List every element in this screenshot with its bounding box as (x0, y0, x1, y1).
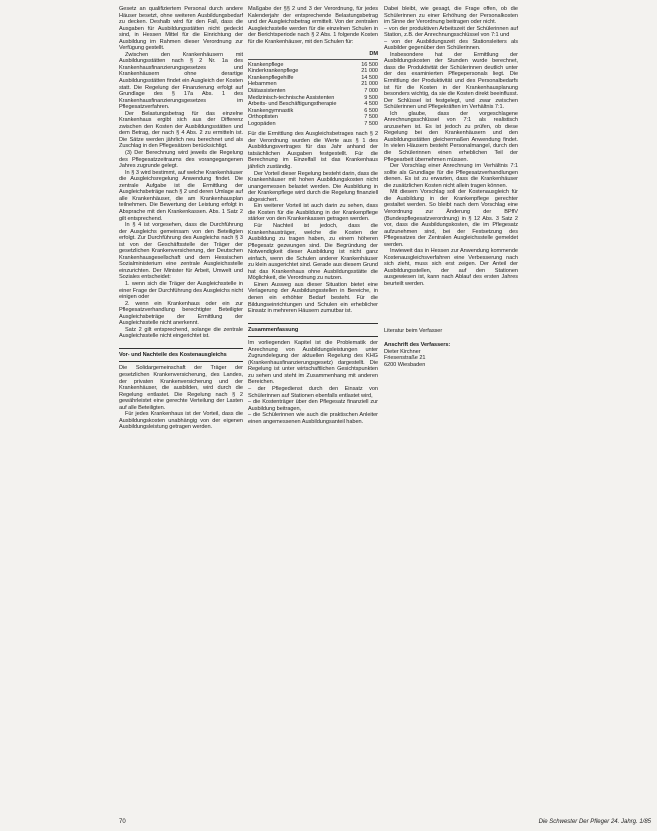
paragraph: Mit diesem Vorschlag soll der Kostenausgleich für die Ausbildung in der Krankenpflege gerechter gestaltet werden. So bleibt nach dem Vorschlag eine Verordnung zur Änderung der BPflV (Bundespflegesatzverordnung) in § 12 Abs. 3 Satz 2 vor, dass die Ausbildungskosten, die im Pflegesatz aufzunehmen sind, bei der Festsetzung des Pflegesatzes der Zentralen Ausgleichsstelle gemeldet werden. (384, 189, 518, 248)
list-item: – die Kostenträger über den Pflegesatz finanziell zur Ausbildung beitragen, (248, 399, 378, 412)
paragraph: Insbesondere hat der Ermittlung der Ausbildungskosten der Stunden wurde berechnet, dass die Produktivität der Schülerinnen deutlich unter der des examinierten Pflegepersonals liegt. Die Ermittlung der Produktivität und des Personalbedarfs ist für die Kosten in der Krankenhausplanung besonders wichtig, da sie die Kosten direkt beeinflusst. Der Schlüssel ist festgelegt, und zwar zwischen Schülerinnen und Pflegekräften im Verhältnis 7:1. (384, 51, 518, 111)
paragraph: Ich glaube, dass der vorgeschlagene Anrechnungsschlüssel von 7:1 als realistisch anzusehen ist. Es ist jedoch zu prüfen, ob diese Regelung bei den Krankenhäusern und den Ausbildungsstätten gleichermaßen Anwendung findet. In vielen Häusern besteht Personalmangel, durch den die Schülerinnen einen erheblichen Teil der Pflegearbeit übernehmen müssen. (384, 110, 518, 163)
paragraph: Maßgabe der §§ 2 und 3 der Verordnung, für jedes Kalenderjahr der entsprechende Belastungsbetrag und der Ausgleichsbetrag ermittelt. Von der zentralen Ausgleichsstelle werden für die einzelnen Schulen in der Berichtsperiode nach § 2 Abs. 1 folgende Kosten für die Krankenhäuser, mit den Schulen für: (248, 6, 378, 45)
divider (119, 348, 243, 349)
row-value: 21 000 (361, 68, 378, 75)
paragraph: Für jedes Krankenhaus ist der Vorteil, dass die Ausbildungskosten unabhängig von der eigenen Ausbildungsleistung getragen werden. (119, 411, 243, 431)
section-heading: Zusammenfassung (248, 326, 299, 333)
literature-label: Literatur beim Verfasser (384, 327, 443, 334)
cost-table (248, 51, 378, 127)
divider (248, 323, 378, 324)
row-label: Logopäden (248, 120, 276, 127)
row-value: 7 000 (364, 88, 378, 95)
author-address (384, 342, 518, 368)
address-heading: Anschrift des Verfassers: (384, 342, 451, 349)
paragraph: 2. wenn ein Krankenhaus oder ein zur Pflegesatzverhandlung berechtigter Beteiligter Ausgleichsbeträge der Ermittlung der Ausgleichsstelle nicht anerkennt. (119, 300, 243, 327)
row-label: Hebammen (248, 81, 277, 88)
paragraph: Der Vorschlag einer Anrechnung im Verhältnis 7:1 sollte als Grundlage für die Pflegesatzverhandlungen dienen. Es ist zu erwarten, dass die Krankenhäuser die zusätzlichen Kosten nicht allein tragen können. (384, 163, 518, 189)
paragraph: Der Belastungsbetrag für das einzelne Krankenhaus ergibt sich aus der Differenz zwischen den Kosten der Ausbildungsstätten und dem Betrag, der nach § 4 Abs. 2 zu ermitteln ist. Die Sätze werden jährlich neu berechnet und als Zuschlag in den Pflegesätzen berücksichtigt. (119, 110, 243, 150)
paragraph: Ein weiterer Vorteil ist auch darin zu sehen, dass die Kosten für die Ausbildung in der Krankenpflege stärker von den Krankenkassen getragen werden. (248, 203, 378, 223)
page-number: 70 (119, 819, 126, 825)
paragraph: Dabei bleibt, wie gesagt, die Frage offen, ob die Schülerinnen zu einer Erhöhung der Personalkosten im Sinne der Verordnung beitragen oder nicht. (384, 6, 518, 26)
section-advantages (119, 348, 243, 431)
paragraph: Zwischen den Krankenhäusern mit Ausbildungsstätten nach § 2 Nr. 1a des Krankenhausfinanzierungsgesetzes und Krankenhäusern ohne derartige Ausbildungsstätten findet ein Ausgleich der Kosten statt. Die Regelung der Finanzierung erfolgt auf Grundlage des § 17a Abs. 1 des Krankenhausfinanzierungsgesetzes im Pflegesatzverfahren. (119, 51, 243, 111)
column-right (384, 6, 652, 368)
paragraph: Satz 2 gilt entsprechend, solange die zentrale Ausgleichsstelle nicht eingerichtet ist. (119, 326, 243, 340)
table-row (248, 121, 378, 128)
list-item: – die Schülerinnen wie auch die praktischen Anleiter einen angemessenen Ausbildungsanteil haben. (248, 412, 378, 425)
row-label: Krankengymnastik (248, 107, 294, 114)
row-value: 7 500 (364, 114, 378, 121)
section-heading: Vor- und Nachteile des Kostenausgleichs (119, 351, 227, 358)
paragraph: Gesetz an qualifiziertem Personal durch andere Häuser besetzt, ohne weiteren Ausbildungsbedarf zu decken. Deshalb wird für den Fall, dass die Ausgaben für Ausbildungsstätten nicht gedeckt sind, in Hessen Mittel für die Einrichtung der Ausbildung im Rahmen dieser Verordnung zur Verfügung gestellt. (119, 6, 243, 52)
column-middle (248, 6, 378, 425)
literature-note (384, 328, 518, 335)
list-item: – von der produktiven Arbeitszeit der Schülerinnen auf Station, z.B. der Anrechnungsschlüssel von 7:1 und (384, 25, 518, 39)
paragraph: Für Nachteil ist jedoch, dass die Krankenhausträger, welche die Kosten der Ausbildung zu tragen haben, zu einem höheren Pflegesatz gezwungen sind. Die Begründung der Notwendigkeit dieser Ausbildung ist nicht ganz einfach, wenn die Schulen anderer Krankenhäuser zu klein ausgerichtet sind. Gerade aus diesem Grund hat das Krankenhaus ohne Ausbildungsstätte die Möglichkeit, die Verordnung zu nutzen. (248, 222, 378, 282)
row-value: 6 500 (364, 107, 378, 114)
paragraph: Die Solidargemeinschaft der Träger der gesetzlichen Krankenversicherung, des Landes, der privaten Krankenversicherung und der Krankenhäuser, die ausbilden, wird durch die Regelung entlastet. Die Regelung nach § 2 gewährleistet eine gerechte Verteilung der Lasten auf alle Beteiligten. (119, 365, 243, 411)
paragraph: Inwieweit das in Hessen zur Anwendung kommende Kostenausgleichsverfahren eine Verbesserung nach sich zieht, muss sich erst zeigen. Der Anteil der Ausbildungsstellen, der auf den Stationen ausgewiesen ist, kann nach Ablauf des ersten Jahres beurteilt werden. (384, 248, 518, 287)
row-label: Krankenpflege (248, 61, 284, 68)
row-value: 14 500 (361, 74, 378, 81)
running-footer: Die Schwester Der Pfleger 24. Jahrg. 1/85 (538, 819, 651, 825)
divider (248, 336, 378, 337)
row-value: 7 500 (364, 120, 378, 127)
paragraph: In § 4 ist vorgesehen, dass die Durchführung der Ausgleichs gemeinsam von den Beteiligten erfolgt. Zur Durchführung des Ausgleichs nach § 3 ist von der Geschäftsstelle der Träger der gesetzlichen Krankenversicherung, der Deutschen Krankenhausgesellschaft und dem Hessischen Sozialministerium eine zentrale Ausgleichsstelle einzurichten. Der Minister für Arbeit, Umwelt und Soziales entscheidet: (119, 222, 243, 281)
list-item: – der Pflegedienst durch den Einsatz von Schülerinnen auf Stationen ebenfalls entlastet wird, (248, 385, 378, 399)
row-value: 16 500 (361, 61, 378, 68)
row-label: Krankenpflegehilfe (248, 74, 294, 81)
table-unit-header: DM (248, 51, 378, 60)
address-line: Dieter Kirchner (384, 348, 421, 355)
paragraph: Einen Ausweg aus dieser Situation bietet eine Verlagerung der Ausbildungsstellen in Bereiche, in denen ein erhöhter Bedarf besteht. Für die Bildungseinrichtungen und Schulen ein erheblicher Einsatz in mehreren Häusern zumutbar ist. (248, 281, 378, 315)
section-summary (248, 323, 378, 426)
row-label: Diätassistenten (248, 88, 286, 95)
row-label: Orthoptisten (248, 114, 278, 121)
row-value: 4 500 (364, 101, 378, 108)
row-label: Arbeits- und Beschäftigungstherapie (248, 101, 337, 108)
paragraph: (3) Der Berechnung wird jeweils die Regelung des Pflegesatzzeitraums des vorangegangenen Jahres zugrunde gelegt. (119, 150, 243, 170)
row-label: Kinderkrankenpflege (248, 68, 299, 75)
paragraph: In § 3 wird bestimmt, auf welche Krankenhäuser die Ausgleichsregelung Anwendung findet. Die zentrale Aufgabe ist die Ermittlung der Ausgleichsbeträge nach § 2 und deren Umlage auf alle Krankenhäuser, die am Krankenhausplan teilnehmen. Die Bewertung der Leistung erfolgt in Absprache mit den Krankenkassen. Abs. 1 Satz 2 gilt entsprechend. (119, 169, 243, 222)
row-value: 9 500 (364, 94, 378, 101)
list-item: – von der Ausbildungszeit des Stationsleiters als Ausbilder gegenüber den Schülerinnen. (384, 38, 518, 52)
column-left (119, 6, 243, 431)
row-label: Medizinisch-technische Assistenten (248, 94, 335, 101)
paragraph: 1. wenn sich die Träger der Ausgleichsstelle in einer Frage der Durchführung des Ausgleichs nicht einigen oder (119, 280, 243, 301)
row-value: 21 000 (361, 81, 378, 88)
paragraph: Für die Ermittlung des Ausgleichsbetrages nach § 2 der Verordnung wurden die Werte aus § 1 des Ausbildungsvertrages für das Jahr anhand der tatsächlichen Ausgaben festgestellt. Für die Berechnung im Einzelfall ist das Krankenhaus jährlich zuständig. (248, 131, 378, 171)
paragraph: Im vorliegenden Kapitel ist die Problematik der Anrechnung von Ausbildungsleistungen unter Zugrundelegung der aktuellen Regelung des KHG (Krankenhausfinanzierungsgesetz) dargestellt. Die Regelung ist unter wirtschaftlichen Gesichtspunkten zu sehen und steht im Zusammenhang mit anderen Bereichen. (248, 340, 378, 386)
divider (119, 361, 243, 362)
address-line: 6200 Wiesbaden (384, 361, 426, 368)
address-line: Friesenstraße 21 (384, 355, 426, 362)
paragraph: Der Vorteil dieser Regelung besteht darin, dass die Krankenhäuser mit hohen Ausbildungskosten nicht unangemessen belastet werden. Die Ausbildung in der Krankenpflege wird durch die Regelung finanziell abgesichert. (248, 170, 378, 203)
